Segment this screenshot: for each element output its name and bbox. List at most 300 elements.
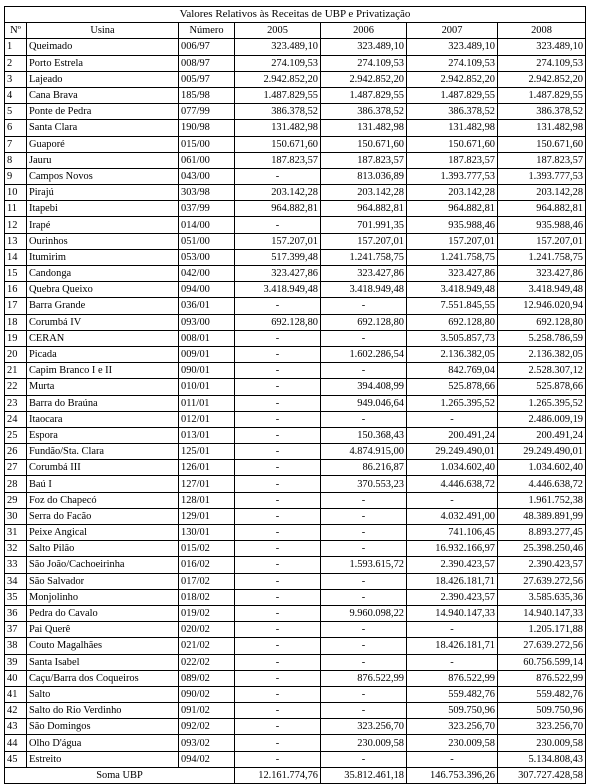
table-row bbox=[5, 557, 586, 573]
cell-2006: 230.009,58 bbox=[321, 735, 407, 751]
cell-number: 27 bbox=[5, 460, 27, 476]
cell-number: 29 bbox=[5, 492, 27, 508]
cell-2006: 701.991,35 bbox=[321, 217, 407, 233]
cell-2005: 150.671,60 bbox=[235, 136, 321, 152]
cell-contract-number: 051/00 bbox=[179, 233, 235, 249]
cell-2006: 2.942.852,20 bbox=[321, 71, 407, 87]
cell-2006: - bbox=[321, 508, 407, 524]
cell-number: 32 bbox=[5, 541, 27, 557]
cell-number: 19 bbox=[5, 330, 27, 346]
cell-2005: 1.487.829,55 bbox=[235, 87, 321, 103]
table-row bbox=[5, 346, 586, 362]
cell-2007: 2.390.423,57 bbox=[407, 557, 498, 573]
cell-2008: 323.427,86 bbox=[498, 266, 586, 282]
cell-2007: - bbox=[407, 751, 498, 767]
cell-usina: Jauru bbox=[27, 152, 179, 168]
cell-2008: 692.128,80 bbox=[498, 314, 586, 330]
cell-2008: 150.671,60 bbox=[498, 136, 586, 152]
cell-2005: - bbox=[235, 654, 321, 670]
cell-contract-number: 185/98 bbox=[179, 87, 235, 103]
cell-2005: - bbox=[235, 379, 321, 395]
cell-2006: - bbox=[321, 492, 407, 508]
table-row bbox=[5, 233, 586, 249]
cell-2005: - bbox=[235, 476, 321, 492]
header-usina: Usina bbox=[27, 23, 179, 39]
cell-2006: - bbox=[321, 541, 407, 557]
cell-2005: 2.942.852,20 bbox=[235, 71, 321, 87]
cell-2005: - bbox=[235, 298, 321, 314]
cell-2006: 187.823,57 bbox=[321, 152, 407, 168]
cell-2006: - bbox=[321, 573, 407, 589]
table-row bbox=[5, 39, 586, 55]
table-row bbox=[5, 622, 586, 638]
cell-2007: 509.750,96 bbox=[407, 703, 498, 719]
cell-2006: 1.593.615,72 bbox=[321, 557, 407, 573]
cell-contract-number: 005/97 bbox=[179, 71, 235, 87]
cell-number: 43 bbox=[5, 719, 27, 735]
cell-contract-number: 125/01 bbox=[179, 444, 235, 460]
table-row bbox=[5, 298, 586, 314]
table-row bbox=[5, 379, 586, 395]
cell-usina: Corumbá IV bbox=[27, 314, 179, 330]
cell-2007: 18.426.181,71 bbox=[407, 638, 498, 654]
cell-usina: Ponte de Pedra bbox=[27, 104, 179, 120]
cell-number: 6 bbox=[5, 120, 27, 136]
cell-2008: 4.446.638,72 bbox=[498, 476, 586, 492]
cell-contract-number: 094/02 bbox=[179, 751, 235, 767]
table-row bbox=[5, 185, 586, 201]
cell-usina: Foz do Chapecó bbox=[27, 492, 179, 508]
cell-2008: 323.489,10 bbox=[498, 39, 586, 55]
cell-2005: - bbox=[235, 589, 321, 605]
cell-2005: 203.142,28 bbox=[235, 185, 321, 201]
cell-2008: 2.942.852,20 bbox=[498, 71, 586, 87]
cell-2008: 3.418.949,48 bbox=[498, 282, 586, 298]
cell-number: 22 bbox=[5, 379, 27, 395]
cell-2008: 1.393.777,53 bbox=[498, 168, 586, 184]
cell-2006: - bbox=[321, 703, 407, 719]
cell-2007: 14.940.147,33 bbox=[407, 605, 498, 621]
cell-usina: Itumirim bbox=[27, 249, 179, 265]
cell-contract-number: 077/99 bbox=[179, 104, 235, 120]
cell-2005: - bbox=[235, 541, 321, 557]
cell-2007: 4.446.638,72 bbox=[407, 476, 498, 492]
table-row bbox=[5, 476, 586, 492]
cell-2006: 949.046,64 bbox=[321, 395, 407, 411]
cell-2006: 370.553,23 bbox=[321, 476, 407, 492]
cell-2008: 14.940.147,33 bbox=[498, 605, 586, 621]
cell-usina: Santa Isabel bbox=[27, 654, 179, 670]
cell-2006: - bbox=[321, 363, 407, 379]
cell-usina: Salto Pilão bbox=[27, 541, 179, 557]
cell-2007: 230.009,58 bbox=[407, 735, 498, 751]
cell-contract-number: 090/01 bbox=[179, 363, 235, 379]
cell-contract-number: 008/01 bbox=[179, 330, 235, 346]
cell-usina: Lajeado bbox=[27, 71, 179, 87]
cell-usina: Caçu/Barra dos Coqueiros bbox=[27, 670, 179, 686]
cell-2005: - bbox=[235, 363, 321, 379]
cell-number: 36 bbox=[5, 605, 27, 621]
cell-2006: 813.036,89 bbox=[321, 168, 407, 184]
cell-2008: 1.205.171,88 bbox=[498, 622, 586, 638]
cell-contract-number: 190/98 bbox=[179, 120, 235, 136]
cell-2007: 323.256,70 bbox=[407, 719, 498, 735]
table-row bbox=[5, 266, 586, 282]
cell-2008: 5.258.786,59 bbox=[498, 330, 586, 346]
cell-number: 30 bbox=[5, 508, 27, 524]
cell-usina: Barra Grande bbox=[27, 298, 179, 314]
table-row bbox=[5, 751, 586, 767]
cell-2007: 1.487.829,55 bbox=[407, 87, 498, 103]
cell-contract-number: 010/01 bbox=[179, 379, 235, 395]
table-row bbox=[5, 541, 586, 557]
cell-2006: - bbox=[321, 638, 407, 654]
cell-2008: 25.398.250,46 bbox=[498, 541, 586, 557]
table-row bbox=[5, 168, 586, 184]
cell-2007: 4.032.491,00 bbox=[407, 508, 498, 524]
cell-2005: 386.378,52 bbox=[235, 104, 321, 120]
cell-number: 44 bbox=[5, 735, 27, 751]
cell-2006: 86.216,87 bbox=[321, 460, 407, 476]
header-2005: 2005 bbox=[235, 23, 321, 39]
header-numero: Número bbox=[179, 23, 235, 39]
cell-usina: Ourinhos bbox=[27, 233, 179, 249]
cell-2006: - bbox=[321, 751, 407, 767]
cell-2005: 187.823,57 bbox=[235, 152, 321, 168]
cell-2007: 692.128,80 bbox=[407, 314, 498, 330]
table-row bbox=[5, 411, 586, 427]
cell-2006: 323.256,70 bbox=[321, 719, 407, 735]
total-2005: 12.161.774,76 bbox=[235, 767, 321, 783]
table-row bbox=[5, 703, 586, 719]
cell-2008: 2.486.009,19 bbox=[498, 411, 586, 427]
cell-2005: - bbox=[235, 573, 321, 589]
cell-2005: - bbox=[235, 735, 321, 751]
cell-2008: 27.639.272,56 bbox=[498, 638, 586, 654]
title-row bbox=[5, 7, 586, 23]
cell-2008: 1.265.395,52 bbox=[498, 395, 586, 411]
cell-2008: 29.249.490,01 bbox=[498, 444, 586, 460]
cell-2007: 1.393.777,53 bbox=[407, 168, 498, 184]
total-2008: 307.727.428,58 bbox=[498, 767, 586, 783]
cell-2006: 1.487.829,55 bbox=[321, 87, 407, 103]
cell-2005: - bbox=[235, 346, 321, 362]
table-row bbox=[5, 670, 586, 686]
table-row bbox=[5, 573, 586, 589]
cell-contract-number: 092/02 bbox=[179, 719, 235, 735]
cell-usina: Estreito bbox=[27, 751, 179, 767]
cell-usina: CERAN bbox=[27, 330, 179, 346]
table-row bbox=[5, 605, 586, 621]
cell-usina: Murta bbox=[27, 379, 179, 395]
cell-contract-number: 093/02 bbox=[179, 735, 235, 751]
table-row bbox=[5, 654, 586, 670]
cell-usina: São João/Cachoeirinha bbox=[27, 557, 179, 573]
cell-2005: 3.418.949,48 bbox=[235, 282, 321, 298]
cell-2007: 525.878,66 bbox=[407, 379, 498, 395]
cell-contract-number: 093/00 bbox=[179, 314, 235, 330]
header-row bbox=[5, 23, 586, 39]
cell-usina: Queimado bbox=[27, 39, 179, 55]
cell-usina: São Salvador bbox=[27, 573, 179, 589]
table-row bbox=[5, 589, 586, 605]
cell-number: 8 bbox=[5, 152, 27, 168]
cell-2006: 876.522,99 bbox=[321, 670, 407, 686]
cell-2008: 1.961.752,38 bbox=[498, 492, 586, 508]
cell-number: 34 bbox=[5, 573, 27, 589]
cell-2008: 876.522,99 bbox=[498, 670, 586, 686]
cell-number: 26 bbox=[5, 444, 27, 460]
cell-2005: 964.882,81 bbox=[235, 201, 321, 217]
cell-number: 37 bbox=[5, 622, 27, 638]
cell-2005: 323.489,10 bbox=[235, 39, 321, 55]
cell-2006: - bbox=[321, 525, 407, 541]
cell-usina: Baú I bbox=[27, 476, 179, 492]
cell-contract-number: 020/02 bbox=[179, 622, 235, 638]
cell-2007: 187.823,57 bbox=[407, 152, 498, 168]
cell-2008: 5.134.808,43 bbox=[498, 751, 586, 767]
table-row bbox=[5, 525, 586, 541]
cell-2008: 559.482,76 bbox=[498, 686, 586, 702]
cell-2007: 131.482,98 bbox=[407, 120, 498, 136]
cell-usina: Barra do Braúna bbox=[27, 395, 179, 411]
cell-2006: - bbox=[321, 589, 407, 605]
table-row bbox=[5, 104, 586, 120]
cell-number: 4 bbox=[5, 87, 27, 103]
cell-contract-number: 019/02 bbox=[179, 605, 235, 621]
cell-number: 13 bbox=[5, 233, 27, 249]
header-2006: 2006 bbox=[321, 23, 407, 39]
cell-2008: 509.750,96 bbox=[498, 703, 586, 719]
cell-contract-number: 094/00 bbox=[179, 282, 235, 298]
cell-usina: Picada bbox=[27, 346, 179, 362]
cell-2008: 48.389.891,99 bbox=[498, 508, 586, 524]
cell-usina: Itapebi bbox=[27, 201, 179, 217]
cell-2005: - bbox=[235, 330, 321, 346]
table-row bbox=[5, 282, 586, 298]
cell-2008: 203.142,28 bbox=[498, 185, 586, 201]
cell-2006: 9.960.098,22 bbox=[321, 605, 407, 621]
cell-2006: - bbox=[321, 622, 407, 638]
cell-2007: 1.241.758,75 bbox=[407, 249, 498, 265]
cell-2008: 1.034.602,40 bbox=[498, 460, 586, 476]
cell-number: 2 bbox=[5, 55, 27, 71]
cell-usina: Guaporé bbox=[27, 136, 179, 152]
table-row bbox=[5, 201, 586, 217]
cell-number: 7 bbox=[5, 136, 27, 152]
cell-2008: 3.585.635,36 bbox=[498, 589, 586, 605]
cell-2006: 386.378,52 bbox=[321, 104, 407, 120]
cell-2007: 2.942.852,20 bbox=[407, 71, 498, 87]
cell-2006: 203.142,28 bbox=[321, 185, 407, 201]
table-row bbox=[5, 363, 586, 379]
cell-number: 41 bbox=[5, 686, 27, 702]
cell-contract-number: 015/02 bbox=[179, 541, 235, 557]
cell-2006: 323.489,10 bbox=[321, 39, 407, 55]
cell-number: 15 bbox=[5, 266, 27, 282]
cell-number: 5 bbox=[5, 104, 27, 120]
cell-2007: 1.034.602,40 bbox=[407, 460, 498, 476]
cell-2005: - bbox=[235, 444, 321, 460]
cell-number: 20 bbox=[5, 346, 27, 362]
cell-2006: 3.418.949,48 bbox=[321, 282, 407, 298]
cell-2007: 876.522,99 bbox=[407, 670, 498, 686]
cell-2006: 274.109,53 bbox=[321, 55, 407, 71]
cell-2005: - bbox=[235, 395, 321, 411]
cell-2007: 16.932.166,97 bbox=[407, 541, 498, 557]
cell-usina: Pirajú bbox=[27, 185, 179, 201]
table-row bbox=[5, 719, 586, 735]
cell-2007: 964.882,81 bbox=[407, 201, 498, 217]
cell-2006: 692.128,80 bbox=[321, 314, 407, 330]
cell-2008: 2.136.382,05 bbox=[498, 346, 586, 362]
cell-2006: 394.408,99 bbox=[321, 379, 407, 395]
cell-2006: - bbox=[321, 686, 407, 702]
cell-2008: 157.207,01 bbox=[498, 233, 586, 249]
cell-2008: 2.390.423,57 bbox=[498, 557, 586, 573]
cell-number: 40 bbox=[5, 670, 27, 686]
cell-2008: 12.946.020,94 bbox=[498, 298, 586, 314]
table-row bbox=[5, 152, 586, 168]
cell-2005: - bbox=[235, 703, 321, 719]
cell-2008: 60.756.599,14 bbox=[498, 654, 586, 670]
table-row bbox=[5, 735, 586, 751]
cell-usina: Cana Brava bbox=[27, 87, 179, 103]
cell-contract-number: 128/01 bbox=[179, 492, 235, 508]
cell-2007: 386.378,52 bbox=[407, 104, 498, 120]
ubp-revenue-table bbox=[4, 6, 586, 784]
cell-2005: 274.109,53 bbox=[235, 55, 321, 71]
cell-2007: 3.418.949,48 bbox=[407, 282, 498, 298]
cell-2006: 1.602.286,54 bbox=[321, 346, 407, 362]
cell-2006: 4.874.915,00 bbox=[321, 444, 407, 460]
cell-usina: Salto do Rio Verdinho bbox=[27, 703, 179, 719]
cell-2008: 1.241.758,75 bbox=[498, 249, 586, 265]
table-row bbox=[5, 120, 586, 136]
cell-2007: 150.671,60 bbox=[407, 136, 498, 152]
cell-contract-number: 021/02 bbox=[179, 638, 235, 654]
cell-contract-number: 129/01 bbox=[179, 508, 235, 524]
cell-2007: - bbox=[407, 492, 498, 508]
cell-2005: 323.427,86 bbox=[235, 266, 321, 282]
cell-usina: Peixe Angical bbox=[27, 525, 179, 541]
table-row bbox=[5, 508, 586, 524]
table-row bbox=[5, 217, 586, 233]
cell-usina: Porto Estrela bbox=[27, 55, 179, 71]
cell-number: 31 bbox=[5, 525, 27, 541]
cell-usina: Irapé bbox=[27, 217, 179, 233]
cell-2008: 964.882,81 bbox=[498, 201, 586, 217]
table-row bbox=[5, 71, 586, 87]
cell-usina: Serra do Facão bbox=[27, 508, 179, 524]
table-row bbox=[5, 249, 586, 265]
cell-usina: Corumbá III bbox=[27, 460, 179, 476]
cell-2008: 8.893.277,45 bbox=[498, 525, 586, 541]
cell-number: 17 bbox=[5, 298, 27, 314]
cell-2006: 150.368,43 bbox=[321, 427, 407, 443]
cell-2007: 7.551.845,55 bbox=[407, 298, 498, 314]
cell-2007: 29.249.490,01 bbox=[407, 444, 498, 460]
cell-contract-number: 009/01 bbox=[179, 346, 235, 362]
cell-contract-number: 091/02 bbox=[179, 703, 235, 719]
table-row bbox=[5, 686, 586, 702]
total-2007: 146.753.396,26 bbox=[407, 767, 498, 783]
cell-2006: - bbox=[321, 298, 407, 314]
cell-usina: Candonga bbox=[27, 266, 179, 282]
total-2006: 35.812.461,18 bbox=[321, 767, 407, 783]
cell-usina: Pai Querê bbox=[27, 622, 179, 638]
cell-2007: 323.489,10 bbox=[407, 39, 498, 55]
cell-2008: 274.109,53 bbox=[498, 55, 586, 71]
cell-contract-number: 015/00 bbox=[179, 136, 235, 152]
cell-2005: - bbox=[235, 168, 321, 184]
cell-2008: 187.823,57 bbox=[498, 152, 586, 168]
cell-usina: Campos Novos bbox=[27, 168, 179, 184]
cell-contract-number: 022/02 bbox=[179, 654, 235, 670]
cell-2006: 150.671,60 bbox=[321, 136, 407, 152]
cell-2007: 18.426.181,71 bbox=[407, 573, 498, 589]
cell-2006: 131.482,98 bbox=[321, 120, 407, 136]
header-2007: 2007 bbox=[407, 23, 498, 39]
cell-usina: Fundão/Sta. Clara bbox=[27, 444, 179, 460]
cell-2007: 157.207,01 bbox=[407, 233, 498, 249]
cell-2007: 935.988,46 bbox=[407, 217, 498, 233]
cell-2007: - bbox=[407, 411, 498, 427]
cell-contract-number: 014/00 bbox=[179, 217, 235, 233]
total-label: Soma UBP bbox=[5, 767, 235, 783]
cell-2005: - bbox=[235, 460, 321, 476]
cell-number: 16 bbox=[5, 282, 27, 298]
cell-contract-number: 090/02 bbox=[179, 686, 235, 702]
cell-number: 35 bbox=[5, 589, 27, 605]
cell-number: 10 bbox=[5, 185, 27, 201]
cell-2008: 230.009,58 bbox=[498, 735, 586, 751]
cell-usina: Capim Branco I e II bbox=[27, 363, 179, 379]
cell-number: 11 bbox=[5, 201, 27, 217]
cell-number: 14 bbox=[5, 249, 27, 265]
header-2008: 2008 bbox=[498, 23, 586, 39]
cell-2005: - bbox=[235, 638, 321, 654]
cell-usina: Quebra Queixo bbox=[27, 282, 179, 298]
cell-2007: 200.491,24 bbox=[407, 427, 498, 443]
cell-2008: 1.487.829,55 bbox=[498, 87, 586, 103]
cell-2008: 386.378,52 bbox=[498, 104, 586, 120]
cell-usina: Monjolinho bbox=[27, 589, 179, 605]
cell-number: 25 bbox=[5, 427, 27, 443]
cell-contract-number: 011/01 bbox=[179, 395, 235, 411]
table-body bbox=[5, 39, 586, 767]
cell-usina: Santa Clara bbox=[27, 120, 179, 136]
table-row bbox=[5, 492, 586, 508]
cell-2005: - bbox=[235, 508, 321, 524]
cell-2005: 692.128,80 bbox=[235, 314, 321, 330]
cell-contract-number: 012/01 bbox=[179, 411, 235, 427]
cell-2006: - bbox=[321, 411, 407, 427]
cell-2007: 559.482,76 bbox=[407, 686, 498, 702]
cell-usina: Couto Magalhães bbox=[27, 638, 179, 654]
cell-2005: - bbox=[235, 411, 321, 427]
cell-2005: - bbox=[235, 670, 321, 686]
cell-2006: 1.241.758,75 bbox=[321, 249, 407, 265]
cell-2007: 3.505.857,73 bbox=[407, 330, 498, 346]
cell-2006: - bbox=[321, 330, 407, 346]
cell-2005: - bbox=[235, 751, 321, 767]
cell-number: 45 bbox=[5, 751, 27, 767]
table-row bbox=[5, 638, 586, 654]
cell-2007: 1.265.395,52 bbox=[407, 395, 498, 411]
table-row bbox=[5, 314, 586, 330]
cell-contract-number: 016/02 bbox=[179, 557, 235, 573]
